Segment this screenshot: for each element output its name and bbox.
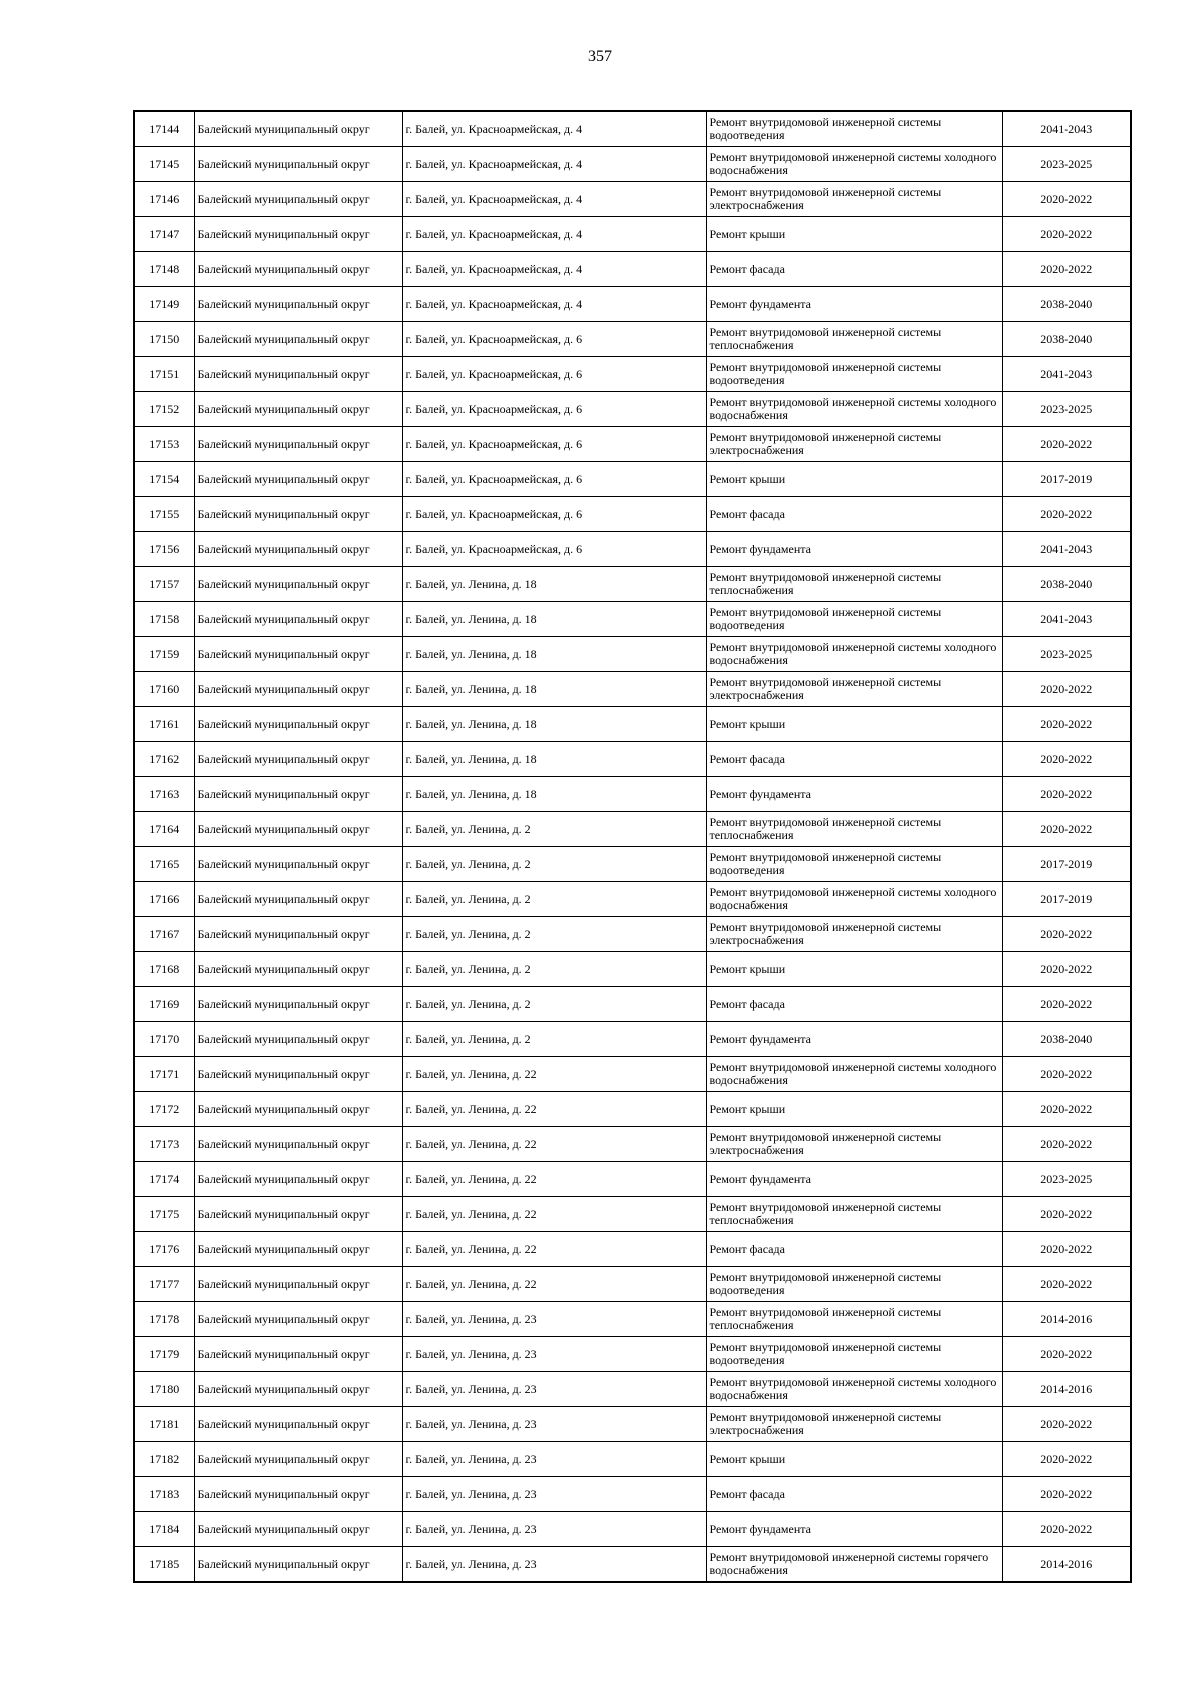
- period-cell: 2020-2022: [1002, 1057, 1131, 1092]
- table-row: [134, 427, 1131, 462]
- address-cell: г. Балей, ул. Ленина, д. 18: [402, 707, 706, 742]
- row-number-cell: 17183: [134, 1477, 194, 1512]
- period-cell: 2023-2025: [1002, 637, 1131, 672]
- address-cell: г. Балей, ул. Ленина, д. 2: [402, 917, 706, 952]
- table-row: [134, 392, 1131, 427]
- row-number-cell: 17165: [134, 847, 194, 882]
- district-cell: Балейский муниципальный округ: [194, 532, 402, 567]
- row-number-cell: 17178: [134, 1302, 194, 1337]
- address-cell: г. Балей, ул. Ленина, д. 2: [402, 882, 706, 917]
- address-cell: г. Балей, ул. Ленина, д. 2: [402, 847, 706, 882]
- row-number-cell: 17168: [134, 952, 194, 987]
- work-type-cell: Ремонт внутридомовой инженерной системы водоотведения: [706, 357, 1002, 392]
- district-cell: Балейский муниципальный округ: [194, 357, 402, 392]
- table-row: [134, 917, 1131, 952]
- period-cell: 2020-2022: [1002, 1232, 1131, 1267]
- row-number-cell: 17157: [134, 567, 194, 602]
- period-cell: 2020-2022: [1002, 1197, 1131, 1232]
- table-row: [134, 882, 1131, 917]
- address-cell: г. Балей, ул. Ленина, д. 23: [402, 1547, 706, 1583]
- table-body: [134, 111, 1131, 1582]
- work-type-cell: Ремонт фасада: [706, 742, 1002, 777]
- address-cell: г. Балей, ул. Ленина, д. 18: [402, 742, 706, 777]
- work-type-cell: Ремонт крыши: [706, 462, 1002, 497]
- district-cell: Балейский муниципальный округ: [194, 1442, 402, 1477]
- row-number-cell: 17173: [134, 1127, 194, 1162]
- row-number-cell: 17149: [134, 287, 194, 322]
- address-cell: г. Балей, ул. Красноармейская, д. 6: [402, 427, 706, 462]
- district-cell: Балейский муниципальный округ: [194, 707, 402, 742]
- district-cell: Балейский муниципальный округ: [194, 637, 402, 672]
- address-cell: г. Балей, ул. Красноармейская, д. 6: [402, 392, 706, 427]
- address-cell: г. Балей, ул. Ленина, д. 23: [402, 1442, 706, 1477]
- table-row: [134, 1092, 1131, 1127]
- table-row: [134, 462, 1131, 497]
- period-cell: 2020-2022: [1002, 182, 1131, 217]
- address-cell: г. Балей, ул. Красноармейская, д. 6: [402, 357, 706, 392]
- district-cell: Балейский муниципальный округ: [194, 1337, 402, 1372]
- period-cell: 2020-2022: [1002, 427, 1131, 462]
- table-row: [134, 322, 1131, 357]
- address-cell: г. Балей, ул. Ленина, д. 18: [402, 567, 706, 602]
- period-cell: 2020-2022: [1002, 217, 1131, 252]
- table-row: [134, 847, 1131, 882]
- period-cell: 2020-2022: [1002, 742, 1131, 777]
- district-cell: Балейский муниципальный округ: [194, 742, 402, 777]
- work-type-cell: Ремонт внутридомовой инженерной системы горячего водоснабжения: [706, 1547, 1002, 1583]
- period-cell: 2017-2019: [1002, 847, 1131, 882]
- row-number-cell: 17177: [134, 1267, 194, 1302]
- work-type-cell: Ремонт крыши: [706, 1092, 1002, 1127]
- table-row: [134, 1302, 1131, 1337]
- period-cell: 2020-2022: [1002, 1512, 1131, 1547]
- work-type-cell: Ремонт внутридомовой инженерной системы холодного водоснабжения: [706, 1057, 1002, 1092]
- district-cell: Балейский муниципальный округ: [194, 111, 402, 147]
- district-cell: Балейский муниципальный округ: [194, 1477, 402, 1512]
- period-cell: 2014-2016: [1002, 1302, 1131, 1337]
- work-type-cell: Ремонт внутридомовой инженерной системы теплоснабжения: [706, 567, 1002, 602]
- row-number-cell: 17152: [134, 392, 194, 427]
- district-cell: Балейский муниципальный округ: [194, 847, 402, 882]
- table-row: [134, 182, 1131, 217]
- page-number: 357: [588, 48, 612, 65]
- address-cell: г. Балей, ул. Красноармейская, д. 4: [402, 217, 706, 252]
- period-cell: 2014-2016: [1002, 1372, 1131, 1407]
- row-number-cell: 17153: [134, 427, 194, 462]
- district-cell: Балейский муниципальный округ: [194, 497, 402, 532]
- table-row: [134, 1442, 1131, 1477]
- address-cell: г. Балей, ул. Ленина, д. 2: [402, 1022, 706, 1057]
- address-cell: г. Балей, ул. Ленина, д. 22: [402, 1057, 706, 1092]
- address-cell: г. Балей, ул. Ленина, д. 22: [402, 1267, 706, 1302]
- row-number-cell: 17150: [134, 322, 194, 357]
- row-number-cell: 17148: [134, 252, 194, 287]
- district-cell: Балейский муниципальный округ: [194, 1512, 402, 1547]
- district-cell: Балейский муниципальный округ: [194, 812, 402, 847]
- period-cell: 2020-2022: [1002, 952, 1131, 987]
- district-cell: Балейский муниципальный округ: [194, 462, 402, 497]
- row-number-cell: 17156: [134, 532, 194, 567]
- district-cell: Балейский муниципальный округ: [194, 777, 402, 812]
- period-cell: 2014-2016: [1002, 1547, 1131, 1583]
- address-cell: г. Балей, ул. Ленина, д. 2: [402, 952, 706, 987]
- period-cell: 2020-2022: [1002, 672, 1131, 707]
- table-row: [134, 1512, 1131, 1547]
- table-row: [134, 812, 1131, 847]
- table-row: [134, 1022, 1131, 1057]
- table-row: [134, 1197, 1131, 1232]
- work-type-cell: Ремонт фасада: [706, 1477, 1002, 1512]
- work-type-cell: Ремонт внутридомовой инженерной системы электроснабжения: [706, 182, 1002, 217]
- district-cell: Балейский муниципальный округ: [194, 1022, 402, 1057]
- table-row: [134, 1372, 1131, 1407]
- address-cell: г. Балей, ул. Красноармейская, д. 4: [402, 252, 706, 287]
- row-number-cell: 17185: [134, 1547, 194, 1583]
- period-cell: 2023-2025: [1002, 147, 1131, 182]
- work-type-cell: Ремонт внутридомовой инженерной системы водоотведения: [706, 847, 1002, 882]
- district-cell: Балейский муниципальный округ: [194, 287, 402, 322]
- table-row: [134, 952, 1131, 987]
- table-row: [134, 147, 1131, 182]
- row-number-cell: 17162: [134, 742, 194, 777]
- address-cell: г. Балей, ул. Ленина, д. 2: [402, 987, 706, 1022]
- period-cell: 2038-2040: [1002, 287, 1131, 322]
- district-cell: Балейский муниципальный округ: [194, 182, 402, 217]
- work-type-cell: Ремонт фундамента: [706, 1162, 1002, 1197]
- work-type-cell: Ремонт внутридомовой инженерной системы водоотведения: [706, 602, 1002, 637]
- row-number-cell: 17174: [134, 1162, 194, 1197]
- period-cell: 2020-2022: [1002, 1092, 1131, 1127]
- row-number-cell: 17179: [134, 1337, 194, 1372]
- work-type-cell: Ремонт внутридомовой инженерной системы электроснабжения: [706, 1127, 1002, 1162]
- district-cell: Балейский муниципальный округ: [194, 1372, 402, 1407]
- work-type-cell: Ремонт внутридомовой инженерной системы теплоснабжения: [706, 1302, 1002, 1337]
- address-cell: г. Балей, ул. Ленина, д. 2: [402, 812, 706, 847]
- table-row: [134, 497, 1131, 532]
- work-type-cell: Ремонт фундамента: [706, 777, 1002, 812]
- address-cell: г. Балей, ул. Ленина, д. 23: [402, 1512, 706, 1547]
- address-cell: г. Балей, ул. Ленина, д. 18: [402, 672, 706, 707]
- period-cell: 2017-2019: [1002, 882, 1131, 917]
- district-cell: Балейский муниципальный округ: [194, 252, 402, 287]
- work-type-cell: Ремонт внутридомовой инженерной системы холодного водоснабжения: [706, 147, 1002, 182]
- row-number-cell: 17144: [134, 111, 194, 147]
- work-type-cell: Ремонт внутридомовой инженерной системы водоотведения: [706, 1267, 1002, 1302]
- table-row: [134, 1337, 1131, 1372]
- table-row: [134, 252, 1131, 287]
- row-number-cell: 17181: [134, 1407, 194, 1442]
- row-number-cell: 17159: [134, 637, 194, 672]
- table-row: [134, 1267, 1131, 1302]
- address-cell: г. Балей, ул. Ленина, д. 18: [402, 637, 706, 672]
- address-cell: г. Балей, ул. Красноармейская, д. 4: [402, 147, 706, 182]
- period-cell: 2020-2022: [1002, 252, 1131, 287]
- work-type-cell: Ремонт внутридомовой инженерной системы водоотведения: [706, 111, 1002, 147]
- table-row: [134, 1127, 1131, 1162]
- district-cell: Балейский муниципальный округ: [194, 217, 402, 252]
- period-cell: 2041-2043: [1002, 357, 1131, 392]
- work-type-cell: Ремонт внутридомовой инженерной системы холодного водоснабжения: [706, 392, 1002, 427]
- address-cell: г. Балей, ул. Ленина, д. 22: [402, 1232, 706, 1267]
- district-cell: Балейский муниципальный округ: [194, 1127, 402, 1162]
- work-type-cell: Ремонт крыши: [706, 1442, 1002, 1477]
- district-cell: Балейский муниципальный округ: [194, 987, 402, 1022]
- period-cell: 2020-2022: [1002, 707, 1131, 742]
- address-cell: г. Балей, ул. Ленина, д. 22: [402, 1197, 706, 1232]
- row-number-cell: 17171: [134, 1057, 194, 1092]
- district-cell: Балейский муниципальный округ: [194, 147, 402, 182]
- table-row: [134, 987, 1131, 1022]
- period-cell: 2020-2022: [1002, 497, 1131, 532]
- period-cell: 2020-2022: [1002, 812, 1131, 847]
- address-cell: г. Балей, ул. Ленина, д. 22: [402, 1162, 706, 1197]
- address-cell: г. Балей, ул. Ленина, д. 23: [402, 1302, 706, 1337]
- address-cell: г. Балей, ул. Красноармейская, д. 4: [402, 182, 706, 217]
- table-row: [134, 1162, 1131, 1197]
- work-type-cell: Ремонт фундамента: [706, 287, 1002, 322]
- district-cell: Балейский муниципальный округ: [194, 602, 402, 637]
- district-cell: Балейский муниципальный округ: [194, 1232, 402, 1267]
- address-cell: г. Балей, ул. Красноармейская, д. 6: [402, 322, 706, 357]
- period-cell: 2023-2025: [1002, 392, 1131, 427]
- period-cell: 2020-2022: [1002, 1337, 1131, 1372]
- district-cell: Балейский муниципальный округ: [194, 1407, 402, 1442]
- work-type-cell: Ремонт крыши: [706, 217, 1002, 252]
- row-number-cell: 17180: [134, 1372, 194, 1407]
- work-type-cell: Ремонт внутридомовой инженерной системы теплоснабжения: [706, 812, 1002, 847]
- repair-schedule-table: [133, 110, 1132, 1583]
- table-row: [134, 532, 1131, 567]
- district-cell: Балейский муниципальный округ: [194, 427, 402, 462]
- row-number-cell: 17146: [134, 182, 194, 217]
- district-cell: Балейский муниципальный округ: [194, 1092, 402, 1127]
- address-cell: г. Балей, ул. Ленина, д. 18: [402, 602, 706, 637]
- row-number-cell: 17161: [134, 707, 194, 742]
- work-type-cell: Ремонт внутридомовой инженерной системы холодного водоснабжения: [706, 882, 1002, 917]
- table-row: [134, 742, 1131, 777]
- row-number-cell: 17169: [134, 987, 194, 1022]
- address-cell: г. Балей, ул. Красноармейская, д. 4: [402, 287, 706, 322]
- table-row: [134, 567, 1131, 602]
- district-cell: Балейский муниципальный округ: [194, 672, 402, 707]
- work-type-cell: Ремонт фасада: [706, 1232, 1002, 1267]
- row-number-cell: 17155: [134, 497, 194, 532]
- row-number-cell: 17182: [134, 1442, 194, 1477]
- table-row: [134, 1232, 1131, 1267]
- district-cell: Балейский муниципальный округ: [194, 1267, 402, 1302]
- work-type-cell: Ремонт внутридомовой инженерной системы теплоснабжения: [706, 322, 1002, 357]
- work-type-cell: Ремонт фундамента: [706, 1512, 1002, 1547]
- row-number-cell: 17184: [134, 1512, 194, 1547]
- work-type-cell: Ремонт фасада: [706, 252, 1002, 287]
- address-cell: г. Балей, ул. Ленина, д. 22: [402, 1127, 706, 1162]
- period-cell: 2038-2040: [1002, 1022, 1131, 1057]
- work-type-cell: Ремонт крыши: [706, 952, 1002, 987]
- table-row: [134, 111, 1131, 147]
- table-row: [134, 357, 1131, 392]
- period-cell: 2038-2040: [1002, 567, 1131, 602]
- address-cell: г. Балей, ул. Ленина, д. 23: [402, 1407, 706, 1442]
- work-type-cell: Ремонт фундамента: [706, 532, 1002, 567]
- district-cell: Балейский муниципальный округ: [194, 392, 402, 427]
- district-cell: Балейский муниципальный округ: [194, 567, 402, 602]
- district-cell: Балейский муниципальный округ: [194, 882, 402, 917]
- district-cell: Балейский муниципальный округ: [194, 1302, 402, 1337]
- row-number-cell: 17163: [134, 777, 194, 812]
- district-cell: Балейский муниципальный округ: [194, 917, 402, 952]
- period-cell: 2020-2022: [1002, 1442, 1131, 1477]
- work-type-cell: Ремонт внутридомовой инженерной системы холодного водоснабжения: [706, 1372, 1002, 1407]
- district-cell: Балейский муниципальный округ: [194, 1547, 402, 1583]
- address-cell: г. Балей, ул. Ленина, д. 18: [402, 777, 706, 812]
- table-row: [134, 1547, 1131, 1583]
- work-type-cell: Ремонт внутридомовой инженерной системы холодного водоснабжения: [706, 637, 1002, 672]
- row-number-cell: 17151: [134, 357, 194, 392]
- work-type-cell: Ремонт фундамента: [706, 1022, 1002, 1057]
- address-cell: г. Балей, ул. Красноармейская, д. 6: [402, 532, 706, 567]
- table-row: [134, 1477, 1131, 1512]
- address-cell: г. Балей, ул. Красноармейская, д. 6: [402, 462, 706, 497]
- work-type-cell: Ремонт внутридомовой инженерной системы электроснабжения: [706, 427, 1002, 462]
- row-number-cell: 17164: [134, 812, 194, 847]
- row-number-cell: 17166: [134, 882, 194, 917]
- row-number-cell: 17176: [134, 1232, 194, 1267]
- table-row: [134, 602, 1131, 637]
- address-cell: г. Балей, ул. Ленина, д. 23: [402, 1372, 706, 1407]
- period-cell: 2023-2025: [1002, 1162, 1131, 1197]
- work-type-cell: Ремонт крыши: [706, 707, 1002, 742]
- period-cell: 2020-2022: [1002, 1477, 1131, 1512]
- row-number-cell: 17160: [134, 672, 194, 707]
- period-cell: 2041-2043: [1002, 532, 1131, 567]
- row-number-cell: 17154: [134, 462, 194, 497]
- table-row: [134, 707, 1131, 742]
- table-row: [134, 217, 1131, 252]
- row-number-cell: 17170: [134, 1022, 194, 1057]
- period-cell: 2038-2040: [1002, 322, 1131, 357]
- address-cell: г. Балей, ул. Красноармейская, д. 6: [402, 497, 706, 532]
- row-number-cell: 17172: [134, 1092, 194, 1127]
- row-number-cell: 17175: [134, 1197, 194, 1232]
- row-number-cell: 17167: [134, 917, 194, 952]
- table-row: [134, 637, 1131, 672]
- work-type-cell: Ремонт внутридомовой инженерной системы электроснабжения: [706, 917, 1002, 952]
- period-cell: 2041-2043: [1002, 111, 1131, 147]
- period-cell: 2041-2043: [1002, 602, 1131, 637]
- period-cell: 2020-2022: [1002, 987, 1131, 1022]
- address-cell: г. Балей, ул. Ленина, д. 23: [402, 1477, 706, 1512]
- address-cell: г. Балей, ул. Ленина, д. 22: [402, 1092, 706, 1127]
- period-cell: 2020-2022: [1002, 917, 1131, 952]
- work-type-cell: Ремонт внутридомовой инженерной системы электроснабжения: [706, 1407, 1002, 1442]
- district-cell: Балейский муниципальный округ: [194, 1057, 402, 1092]
- district-cell: Балейский муниципальный округ: [194, 952, 402, 987]
- work-type-cell: Ремонт внутридомовой инженерной системы теплоснабжения: [706, 1197, 1002, 1232]
- work-type-cell: Ремонт внутридомовой инженерной системы электроснабжения: [706, 672, 1002, 707]
- period-cell: 2017-2019: [1002, 462, 1131, 497]
- period-cell: 2020-2022: [1002, 777, 1131, 812]
- table-row: [134, 1057, 1131, 1092]
- period-cell: 2020-2022: [1002, 1267, 1131, 1302]
- period-cell: 2020-2022: [1002, 1407, 1131, 1442]
- row-number-cell: 17147: [134, 217, 194, 252]
- address-cell: г. Балей, ул. Красноармейская, д. 4: [402, 111, 706, 147]
- district-cell: Балейский муниципальный округ: [194, 322, 402, 357]
- district-cell: Балейский муниципальный округ: [194, 1162, 402, 1197]
- district-cell: Балейский муниципальный округ: [194, 1197, 402, 1232]
- row-number-cell: 17145: [134, 147, 194, 182]
- table-row: [134, 1407, 1131, 1442]
- address-cell: г. Балей, ул. Ленина, д. 23: [402, 1337, 706, 1372]
- work-type-cell: Ремонт фасада: [706, 987, 1002, 1022]
- table-row: [134, 777, 1131, 812]
- period-cell: 2020-2022: [1002, 1127, 1131, 1162]
- table-row: [134, 287, 1131, 322]
- work-type-cell: Ремонт внутридомовой инженерной системы водоотведения: [706, 1337, 1002, 1372]
- table-row: [134, 672, 1131, 707]
- work-type-cell: Ремонт фасада: [706, 497, 1002, 532]
- row-number-cell: 17158: [134, 602, 194, 637]
